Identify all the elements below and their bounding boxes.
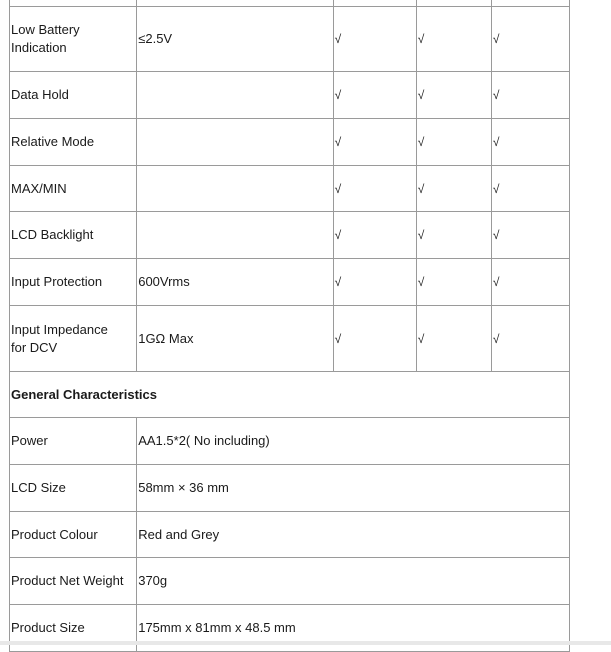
check-mark: √ <box>491 166 569 212</box>
check-mark: √ <box>491 72 569 119</box>
spec-name <box>10 306 137 372</box>
table-row <box>10 119 570 166</box>
table-row <box>10 166 570 212</box>
spec-value: 1GΩ Max <box>137 306 333 372</box>
check-mark: √ <box>491 259 569 306</box>
check-mark: √ <box>333 259 416 306</box>
table-row <box>10 72 570 119</box>
spec-name-line: Indication <box>11 40 67 55</box>
section-heading-row <box>10 372 570 418</box>
spec-value: AA1.5*2( No including) <box>137 418 570 465</box>
spec-name: Input Protection <box>10 259 137 306</box>
table-row <box>10 212 570 259</box>
spec-value <box>137 72 333 119</box>
spec-name: LCD Backlight <box>10 212 137 259</box>
check-mark: √ <box>416 7 491 72</box>
check-mark: √ <box>491 119 569 166</box>
check-mark: √ <box>491 212 569 259</box>
page-bottom-edge <box>0 641 611 645</box>
table-row <box>10 306 570 372</box>
check-mark: √ <box>416 72 491 119</box>
spec-table <box>9 0 570 652</box>
check-mark: √ <box>416 306 491 372</box>
check-mark: √ <box>333 7 416 72</box>
spec-name: Product Colour <box>10 512 137 558</box>
spec-name: Product Size <box>10 605 137 652</box>
check-mark: √ <box>491 7 569 72</box>
table-row <box>10 558 570 605</box>
section-heading: General Characteristics <box>10 372 570 418</box>
check-mark: √ <box>416 259 491 306</box>
spec-name: Relative Mode <box>10 119 137 166</box>
spec-value: ≤2.5V <box>137 7 333 72</box>
spec-name <box>10 7 137 72</box>
spec-value: Red and Grey <box>137 512 570 558</box>
spec-name: LCD Size <box>10 465 137 512</box>
check-mark: √ <box>491 306 569 372</box>
spec-name-line: Input Impedance <box>11 321 108 337</box>
spec-value: 600Vrms <box>137 259 333 306</box>
spec-name: Product Net Weight <box>10 558 137 605</box>
table-row <box>10 465 570 512</box>
spec-value <box>137 212 333 259</box>
spec-value <box>137 119 333 166</box>
check-mark: √ <box>416 212 491 259</box>
check-mark: √ <box>416 166 491 212</box>
spec-value: 58mm × 36 mm <box>137 465 570 512</box>
table-row <box>10 512 570 558</box>
check-mark: √ <box>333 306 416 372</box>
spec-value: 370g <box>137 558 570 605</box>
check-mark: √ <box>333 212 416 259</box>
spec-name: MAX/MIN <box>10 166 137 212</box>
spec-name-line: Low Battery <box>11 22 80 37</box>
check-mark: √ <box>333 166 416 212</box>
spec-name: Power <box>10 418 137 465</box>
spec-value: 175mm x 81mm x 48.5 mm <box>137 605 570 652</box>
table-row <box>10 7 570 72</box>
check-mark: √ <box>333 72 416 119</box>
spec-name-line: for DCV <box>11 339 58 355</box>
check-mark: √ <box>333 119 416 166</box>
spec-name: Data Hold <box>10 72 137 119</box>
spec-value <box>137 166 333 212</box>
check-mark: √ <box>416 119 491 166</box>
table-row <box>10 259 570 306</box>
table-row <box>10 418 570 465</box>
